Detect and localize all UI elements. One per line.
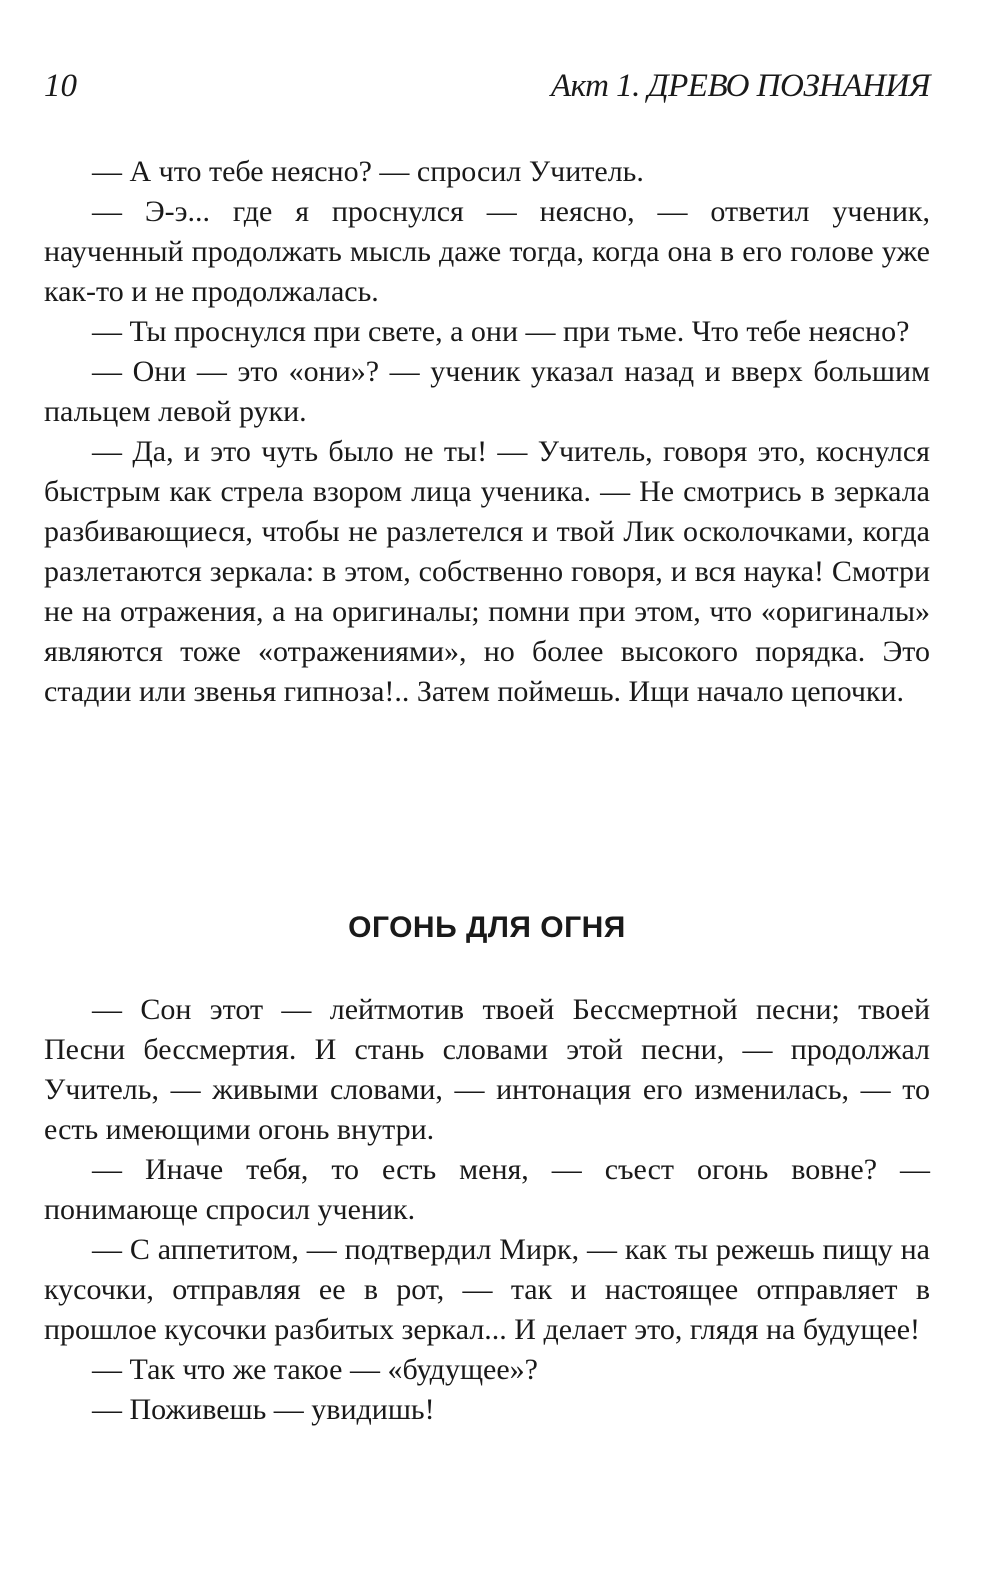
chapter-heading: ОГОНЬ ДЛЯ ОГНЯ bbox=[348, 911, 626, 944]
paragraph: — А что тебе неясно? — спросил Учитель. bbox=[92, 155, 644, 188]
paragraph: — Они — это «они»? — ученик указал назад и вверх большим пальцем левой руки. bbox=[44, 355, 930, 428]
running-header bbox=[44, 66, 930, 106]
dialogue-section-1 bbox=[44, 152, 930, 712]
paragraph: — Да, и это чуть было не ты! — Учитель, говоря это, коснулся быстрым как стрела взором лица ученика. — Не смотрись в зеркала разбивающиеся, чтобы не разлетелся и твой Лик осколочками, когда разлетаются зеркала: в этом, собственно говоря, и вся наука! Смотри не на отражения, а на оригиналы; помни при этом, что «оригиналы» являются тоже «отражениями», но более высокого порядка. Это стадии или звенья гипноза!.. Затем поймешь. Ищи начало цепочки. bbox=[44, 435, 930, 708]
paragraph: — Ты проснулся при свете, а они — при тьме. Что тебе неясно? bbox=[92, 315, 910, 348]
dialogue-section-2 bbox=[44, 990, 930, 1430]
paragraph: — Иначе тебя, то есть меня, — съест огонь вовне? — понимающе спросил ученик. bbox=[44, 1153, 930, 1226]
paragraph: — Поживешь — увидишь! bbox=[92, 1393, 435, 1426]
paragraph: — Э-э... где я проснулся — неясно, — ответил ученик, наученный продолжать мысль даже тогда, когда она в его голове уже как-то и не продолжалась. bbox=[44, 195, 930, 308]
page-number: 10 bbox=[44, 68, 77, 104]
paragraph: — С аппетитом, — подтвердил Мирк, — как ты режешь пищу на кусочки, отправляя ее в рот, — так и настоящее отправляет в прошлое кусочки разбитых зеркал... И делает это, глядя на будущее! bbox=[44, 1233, 930, 1346]
running-title: Акт 1. ДРЕВО ПОЗНАНИЯ bbox=[550, 68, 930, 104]
paragraph: — Так что же такое — «будущее»? bbox=[92, 1353, 538, 1386]
paragraph: — Сон этот — лейтмотив твоей Бессмертной песни; твоей Песни бессмертия. И стань словами этой песни, — продолжал Учитель, — живыми словами, — интонация его изменилась, — то есть имеющими огонь внутри. bbox=[44, 993, 930, 1146]
